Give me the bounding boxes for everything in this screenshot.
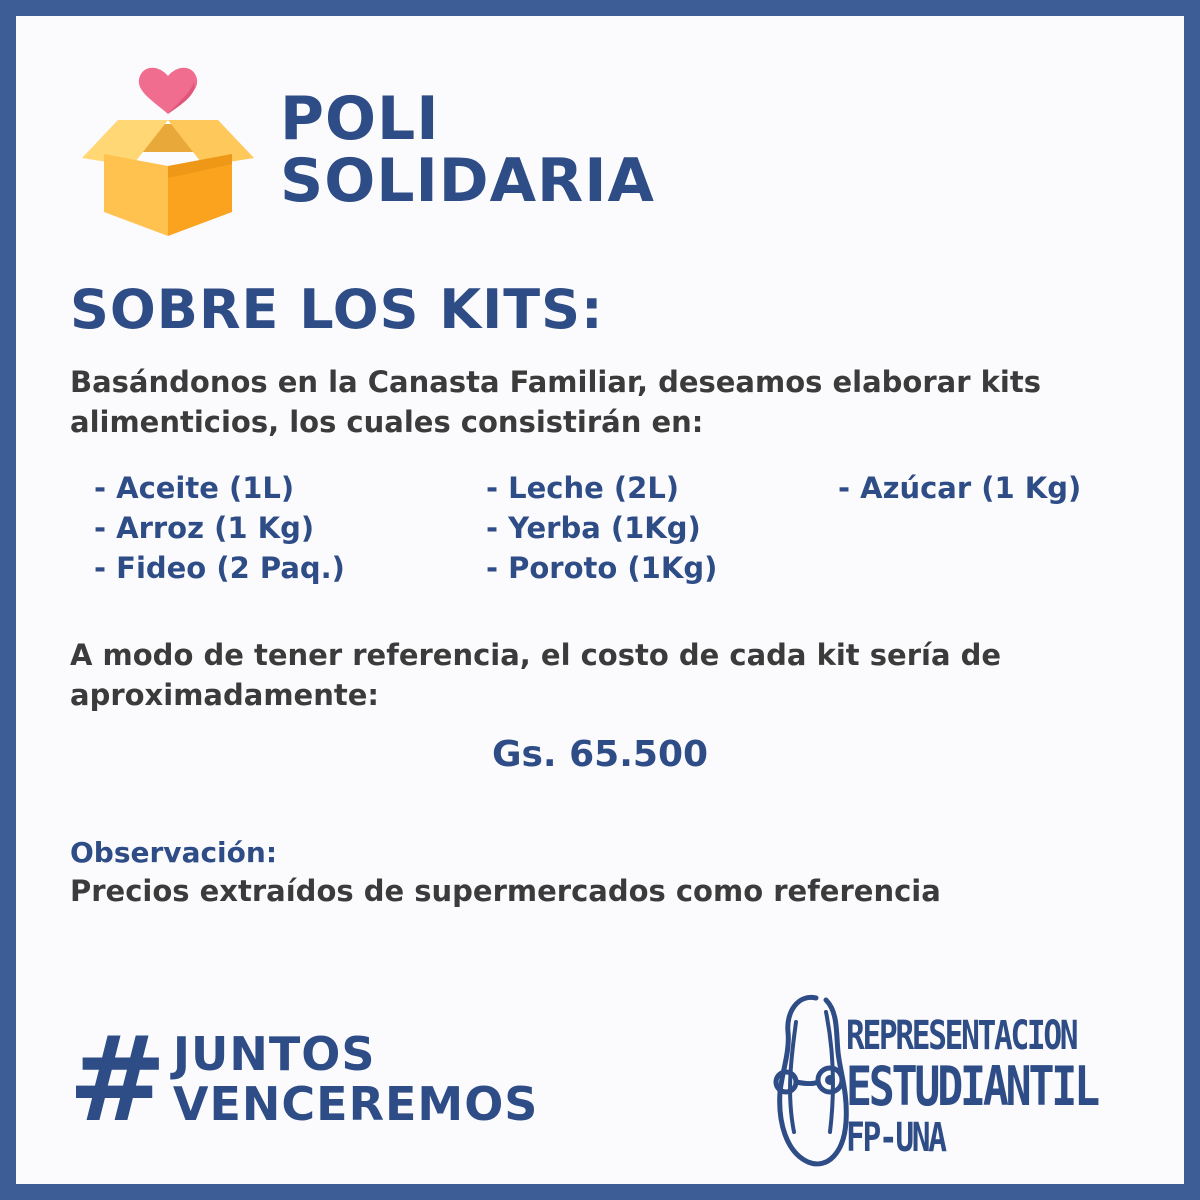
kit-item: - Poroto (1Kg) — [486, 551, 718, 585]
hashtag-words — [173, 1029, 539, 1129]
observation-text: Precios extraídos de supermercados como referencia — [70, 874, 941, 908]
representation-line-1: REPRESENTACION — [846, 1013, 1077, 1059]
representation-logo-text — [846, 1013, 1160, 1161]
hashtag-line-1: JUNTOS — [172, 1027, 376, 1081]
gift-box-heart-icon — [82, 54, 254, 238]
kit-item: - Leche (2L) — [486, 471, 680, 505]
kit-items-column-1 — [94, 468, 345, 588]
kit-item: - Yerba (1Kg) — [486, 511, 701, 545]
hashtag-line-2: VENCEREMOS — [172, 1077, 539, 1131]
representation-line-3: FP-UNA — [846, 1115, 945, 1161]
kit-item: - Azúcar (1 Kg) — [838, 471, 1082, 505]
cost-paragraph: A modo de tener referencia, el costo de cada kit sería de aproximadamente: — [70, 638, 1002, 712]
kit-items-column-2 — [486, 468, 717, 588]
section-title: SOBRE LOS KITS: — [70, 278, 604, 341]
representation-line-2: ESTUDIANTIL — [846, 1055, 1097, 1118]
kit-item: - Fideo (2 Paq.) — [94, 551, 345, 585]
hashtag — [68, 1010, 539, 1148]
kit-items-column-3 — [838, 468, 1081, 508]
kit-price: Gs. 65.500 — [491, 734, 709, 775]
brand-line-1: POLI — [280, 84, 440, 154]
observation-label: Observación: — [70, 836, 278, 869]
hash-symbol: # — [68, 1010, 167, 1148]
kit-item: - Arroz (1 Kg) — [94, 511, 315, 545]
brand-line-2: SOLIDARIA — [280, 146, 655, 216]
student-emblem-icon — [756, 992, 860, 1168]
kit-item: - Aceite (1L) — [94, 471, 295, 505]
brand-title — [280, 84, 655, 216]
poster-card — [16, 16, 1184, 1184]
intro-paragraph: Basándonos en la Canasta Familiar, deseamos elaborar kits alimenticios, los cuales consistirán en: — [70, 365, 1041, 439]
